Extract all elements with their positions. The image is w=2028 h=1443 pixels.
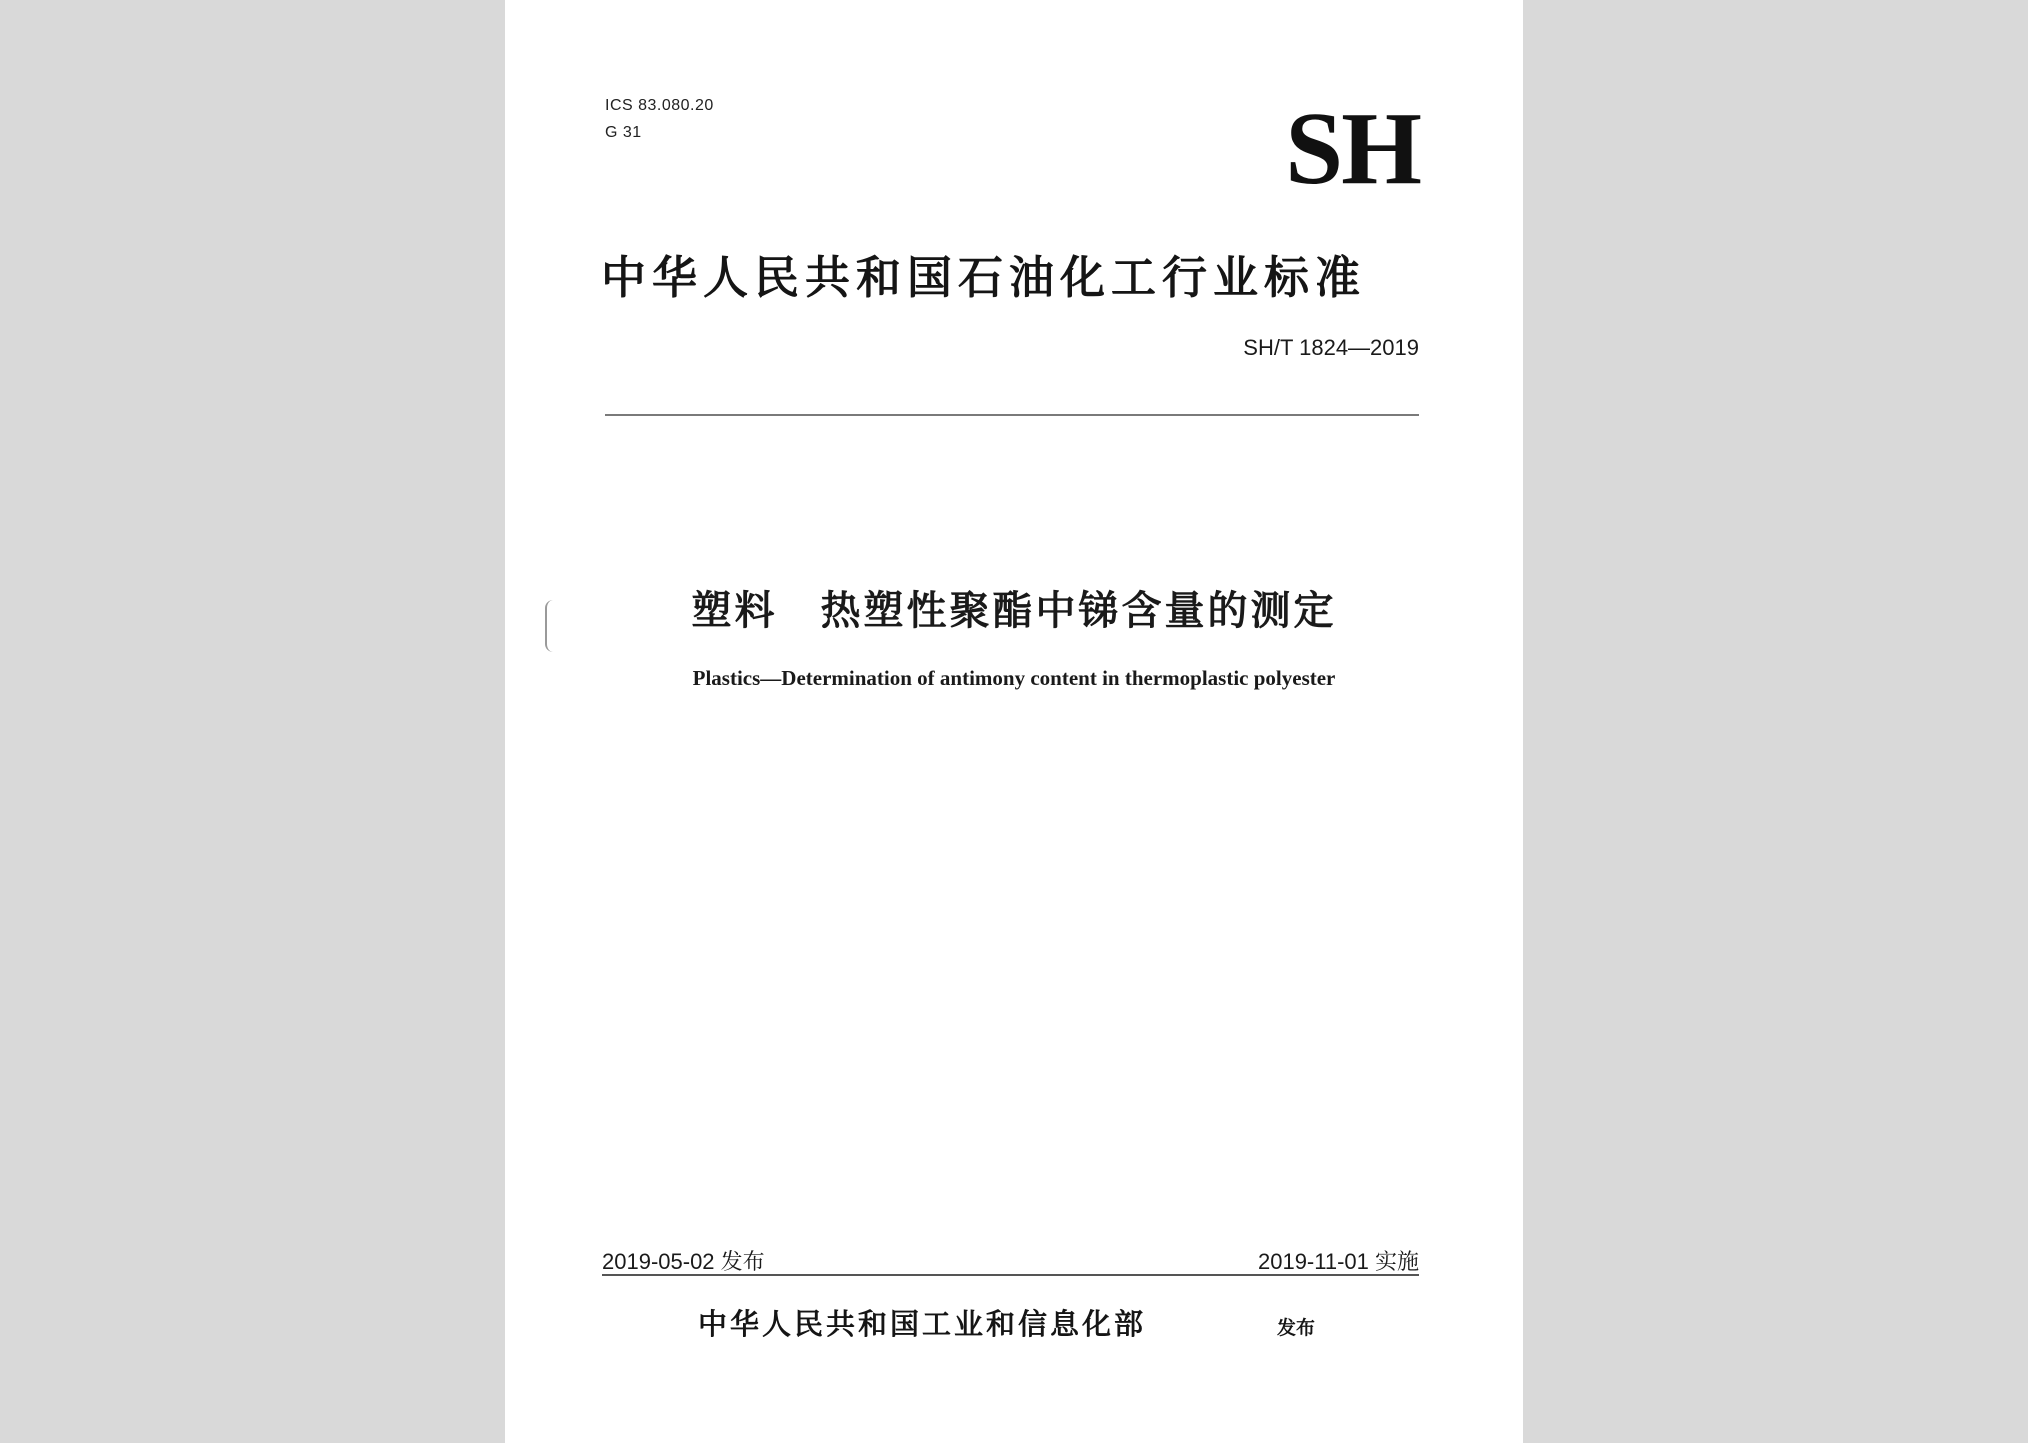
publisher-name: 中华人民共和国工业和信息化部: [698, 1307, 1147, 1341]
publisher-suffix: 发布: [1277, 1317, 1316, 1339]
header-divider: [605, 414, 1419, 416]
ccs-code: G 31: [605, 124, 642, 141]
document-title-chinese: 塑料 热塑性聚酯中锑含量的测定: [691, 588, 1337, 634]
ics-code: ICS 83.080.20: [605, 97, 714, 114]
issue-date: 2019-05-02 发布: [602, 1249, 765, 1274]
standard-number: SH/T 1824—2019: [1243, 335, 1419, 360]
document-title-english: Plastics—Determination of antimony content in thermoplastic polyester: [692, 666, 1336, 690]
standard-title: 中华人民共和国石油化工行业标准: [601, 251, 1367, 304]
footer-divider: [602, 1274, 1419, 1276]
effective-date: 2019-11-01 实施: [1257, 1249, 1419, 1274]
sh-logo: SH: [1285, 91, 1420, 206]
document-page: [505, 0, 1523, 1443]
